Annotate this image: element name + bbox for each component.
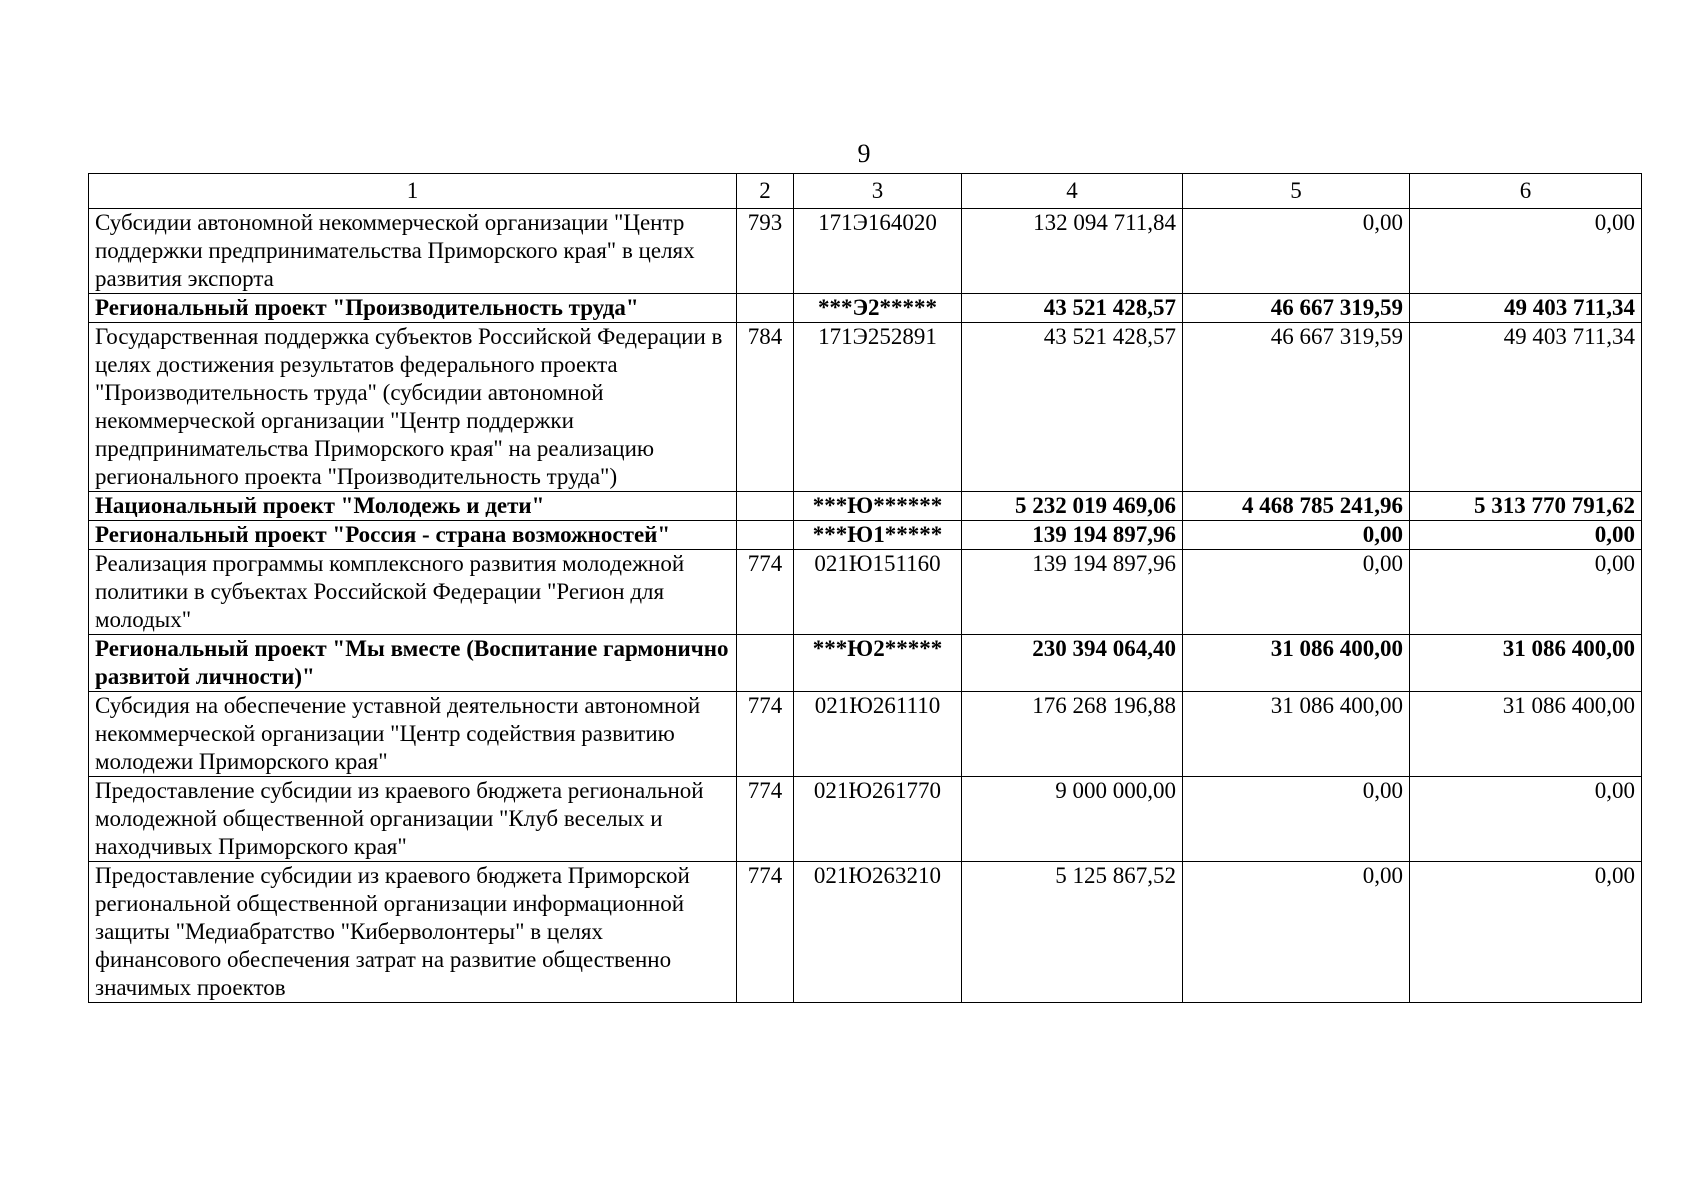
row-name: Региональный проект "Производительность труда" <box>89 294 737 323</box>
row-value-5: 31 086 400,00 <box>1183 635 1410 692</box>
row-code: 171Э164020 <box>794 209 962 294</box>
row-grbs: 784 <box>737 323 794 492</box>
row-value-6: 31 086 400,00 <box>1410 692 1642 777</box>
row-grbs: 774 <box>737 550 794 635</box>
row-grbs: 774 <box>737 692 794 777</box>
row-name: Региональный проект "Мы вместе (Воспитание гармонично развитой личности)" <box>89 635 737 692</box>
row-code: ***Ю****** <box>794 492 962 521</box>
table-row <box>89 209 1642 294</box>
row-code: 021Ю261770 <box>794 777 962 862</box>
table-row <box>89 550 1642 635</box>
row-name: Предоставление субсидии из краевого бюджета Приморской региональной общественной организации информационной защиты "Медиабратство "Киберволонтеры" в целях финансового обеспечения затрат на развитие общественно значимых проектов <box>89 862 737 1003</box>
table-row <box>89 777 1642 862</box>
column-header: 4 <box>962 174 1183 209</box>
column-header: 2 <box>737 174 794 209</box>
row-name: Субсидии автономной некоммерческой организации "Центр поддержки предпринимательства Приморского края" в целях развития экспорта <box>89 209 737 294</box>
row-value-4: 139 194 897,96 <box>962 550 1183 635</box>
column-header: 1 <box>89 174 737 209</box>
table-header-row <box>89 174 1642 209</box>
row-code: 171Э252891 <box>794 323 962 492</box>
row-grbs: 774 <box>737 862 794 1003</box>
table-row <box>89 862 1642 1003</box>
row-value-6: 0,00 <box>1410 862 1642 1003</box>
table-row <box>89 521 1642 550</box>
row-name: Государственная поддержка субъектов Российской Федерации в целях достижения результатов федерального проекта "Производительность труда" (субсидии автономной некоммерческой организации "Центр поддержки предпринимательства Приморского края" на реализацию регионального проекта "Производительность труда") <box>89 323 737 492</box>
row-grbs <box>737 521 794 550</box>
column-header: 3 <box>794 174 962 209</box>
row-value-4: 43 521 428,57 <box>962 294 1183 323</box>
table-row <box>89 692 1642 777</box>
table-row <box>89 635 1642 692</box>
row-value-6: 49 403 711,34 <box>1410 323 1642 492</box>
table-row <box>89 323 1642 492</box>
row-code: 021Ю151160 <box>794 550 962 635</box>
row-value-4: 139 194 897,96 <box>962 521 1183 550</box>
row-value-4: 132 094 711,84 <box>962 209 1183 294</box>
row-grbs <box>737 492 794 521</box>
row-value-6: 0,00 <box>1410 777 1642 862</box>
row-name: Субсидия на обеспечение уставной деятельности автономной некоммерческой организации "Центр содействия развитию молодежи Приморского края" <box>89 692 737 777</box>
row-code: ***Ю1***** <box>794 521 962 550</box>
row-value-5: 31 086 400,00 <box>1183 692 1410 777</box>
row-grbs: 793 <box>737 209 794 294</box>
row-code: 021Ю263210 <box>794 862 962 1003</box>
table-body <box>89 209 1642 1003</box>
table-row <box>89 294 1642 323</box>
column-header: 5 <box>1183 174 1410 209</box>
row-value-4: 5 232 019 469,06 <box>962 492 1183 521</box>
row-code: 021Ю261110 <box>794 692 962 777</box>
row-value-6: 0,00 <box>1410 209 1642 294</box>
row-code: ***Э2***** <box>794 294 962 323</box>
row-code: ***Ю2***** <box>794 635 962 692</box>
row-value-4: 43 521 428,57 <box>962 323 1183 492</box>
row-value-4: 5 125 867,52 <box>962 862 1183 1003</box>
row-value-4: 176 268 196,88 <box>962 692 1183 777</box>
row-value-6: 5 313 770 791,62 <box>1410 492 1642 521</box>
budget-table <box>88 173 1642 1003</box>
row-value-5: 0,00 <box>1183 777 1410 862</box>
row-name: Предоставление субсидии из краевого бюджета региональной молодежной общественной организации "Клуб веселых и находчивых Приморского края" <box>89 777 737 862</box>
column-header: 6 <box>1410 174 1642 209</box>
row-value-5: 46 667 319,59 <box>1183 323 1410 492</box>
row-grbs: 774 <box>737 777 794 862</box>
table-row <box>89 492 1642 521</box>
row-grbs <box>737 294 794 323</box>
row-value-6: 49 403 711,34 <box>1410 294 1642 323</box>
row-value-5: 0,00 <box>1183 209 1410 294</box>
row-name: Национальный проект "Молодежь и дети" <box>89 492 737 521</box>
row-value-5: 0,00 <box>1183 550 1410 635</box>
row-value-5: 0,00 <box>1183 521 1410 550</box>
row-value-5: 4 468 785 241,96 <box>1183 492 1410 521</box>
row-value-5: 0,00 <box>1183 862 1410 1003</box>
row-value-5: 46 667 319,59 <box>1183 294 1410 323</box>
page-number: 9 <box>857 139 871 168</box>
row-grbs <box>737 635 794 692</box>
row-value-4: 230 394 064,40 <box>962 635 1183 692</box>
row-name: Реализация программы комплексного развития молодежной политики в субъектах Российской Федерации "Регион для молодых" <box>89 550 737 635</box>
row-name: Региональный проект "Россия - страна возможностей" <box>89 521 737 550</box>
row-value-6: 0,00 <box>1410 521 1642 550</box>
row-value-6: 0,00 <box>1410 550 1642 635</box>
row-value-4: 9 000 000,00 <box>962 777 1183 862</box>
row-value-6: 31 086 400,00 <box>1410 635 1642 692</box>
